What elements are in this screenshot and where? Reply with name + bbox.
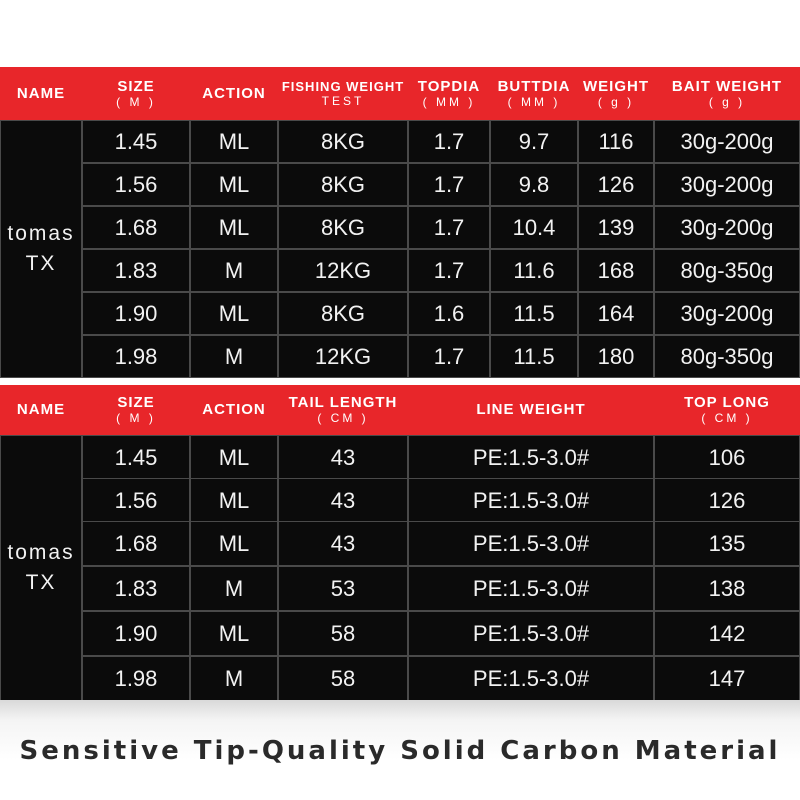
table1-header-unit: ( MM ) [422,94,476,109]
table1-cell: M [190,335,278,378]
model-name-line1: tomas [7,540,75,564]
table2-cell: PE:1.5-3.0# [408,611,654,656]
table1-cell: 139 [578,206,654,249]
table2-cell: 58 [278,656,408,701]
table2-cell: PE:1.5-3.0# [408,566,654,611]
table1-header-unit: ( MM ) [507,94,561,109]
table1-cell: 80g-350g [654,335,800,378]
table1-header-4 [408,67,490,120]
table1-header-label: BUTTDIA [497,77,571,95]
table2-cell: 43 [278,435,408,480]
table2-model-name [0,435,82,701]
table1-cell: 164 [578,292,654,335]
table2-header-5 [654,385,800,435]
table2-header-2 [190,385,278,435]
table1-cell: 11.5 [490,335,578,378]
table1-header-label: BAIT WEIGHT [671,77,783,95]
table1-header-3 [278,67,408,120]
table1-cell: 1.45 [82,120,190,163]
table2-header-unit: ( M ) [116,411,156,426]
table2-header-label: SIZE [117,394,155,412]
table1-cell: 1.7 [408,120,490,163]
table1-cell: 168 [578,249,654,292]
table1-cell: 12KG [278,335,408,378]
table2-header-1 [82,385,190,435]
table1-cell: 1.56 [82,163,190,206]
table2-cell: PE:1.5-3.0# [408,656,654,701]
table1-cell: 80g-350g [654,249,800,292]
model-name-line2: TX [25,252,57,275]
table1-cell: M [190,249,278,292]
table2-cell: 1.68 [82,521,190,566]
table1-cell: 30g-200g [654,292,800,335]
table1-cell: 11.5 [490,292,578,335]
table2-header-label: TAIL LENGTH [288,394,398,412]
table1-cell: 1.98 [82,335,190,378]
table1-header-label: WEIGHT [583,77,649,95]
table2-header-unit: ( CM ) [701,411,753,426]
table1-header-7 [654,67,800,120]
table1-header-label: TOPDIA [417,77,481,95]
table2-cell: 106 [654,435,800,480]
table1-cell: 8KG [278,163,408,206]
table2-cell: PE:1.5-3.0# [408,478,654,523]
model-name-line2: TX [25,571,57,594]
table1-cell: 30g-200g [654,206,800,249]
table2-cell: ML [190,521,278,566]
table2-cell: ML [190,611,278,656]
table2-header-label: ACTION [202,401,266,419]
table1-cell: 1.7 [408,249,490,292]
table2-cell: 43 [278,478,408,523]
table1-header-1 [82,67,190,120]
table2-cell: PE:1.5-3.0# [408,435,654,480]
table1-cell: 1.7 [408,206,490,249]
table2-header-unit: ( CM ) [317,411,369,426]
table2-header-label: TOP LONG [684,394,770,412]
table2-cell: M [190,656,278,701]
table1-header-2 [190,67,278,120]
table1-header-label: SIZE [117,77,155,95]
table2-cell: 142 [654,611,800,656]
table1-cell: 8KG [278,120,408,163]
table1-cell: 1.7 [408,335,490,378]
table2-cell: PE:1.5-3.0# [408,521,654,566]
table2-cell: 58 [278,611,408,656]
table2-cell: ML [190,478,278,523]
table2-cell: ML [190,435,278,480]
model-name-line1: tomas [7,221,75,245]
table1-cell: 1.7 [408,163,490,206]
table1-cell: 1.90 [82,292,190,335]
table1-model-name [0,120,82,378]
table1-header-label: FISHING WEIGHT [281,78,405,94]
table1-header-unit: TEST [321,93,365,108]
footer-tagline: Sensitive Tip-Quality Solid Carbon Material [19,736,781,766]
table1-cell: ML [190,292,278,335]
table2-cell: 1.98 [82,656,190,701]
table1-header-5 [490,67,578,120]
table2-cell: 1.90 [82,611,190,656]
table1-cell: 8KG [278,206,408,249]
table2-header-label: LINE WEIGHT [476,401,586,419]
table1-cell: ML [190,120,278,163]
table1-cell: 30g-200g [654,120,800,163]
table2-header-0 [0,385,82,435]
table2-cell: 43 [278,521,408,566]
table1-cell: 1.6 [408,292,490,335]
table1-header-unit: ( g ) [597,94,635,109]
table2-cell: 53 [278,566,408,611]
table1-cell: 11.6 [490,249,578,292]
table1-cell: 9.7 [490,120,578,163]
table1-cell: 8KG [278,292,408,335]
table2-cell: 147 [654,656,800,701]
table1-header-label: ACTION [202,84,266,102]
table1-cell: 1.83 [82,249,190,292]
table2-cell: 135 [654,521,800,566]
table2-header-3 [278,385,408,435]
table1-cell: 9.8 [490,163,578,206]
table1-cell: 30g-200g [654,163,800,206]
table1-cell: 1.68 [82,206,190,249]
table2-cell: 1.56 [82,478,190,523]
table1-cell: ML [190,206,278,249]
table1-cell: 10.4 [490,206,578,249]
table1-cell: 126 [578,163,654,206]
table2-cell: M [190,566,278,611]
table1-header-6 [578,67,654,120]
table2-cell: 138 [654,566,800,611]
table1-cell: 12KG [278,249,408,292]
table1-header-unit: ( g ) [708,94,746,109]
table1-cell: 180 [578,335,654,378]
table1-header-unit: ( M ) [116,94,156,109]
table1-cell: ML [190,163,278,206]
table1-header-label: NAME [16,84,66,102]
table2-cell: 1.83 [82,566,190,611]
table1-cell: 116 [578,120,654,163]
table2-cell: 126 [654,478,800,523]
table2-header-4 [408,385,654,435]
table1-header-0 [0,67,82,120]
table2-header-label: NAME [16,401,66,419]
table2-cell: 1.45 [82,435,190,480]
